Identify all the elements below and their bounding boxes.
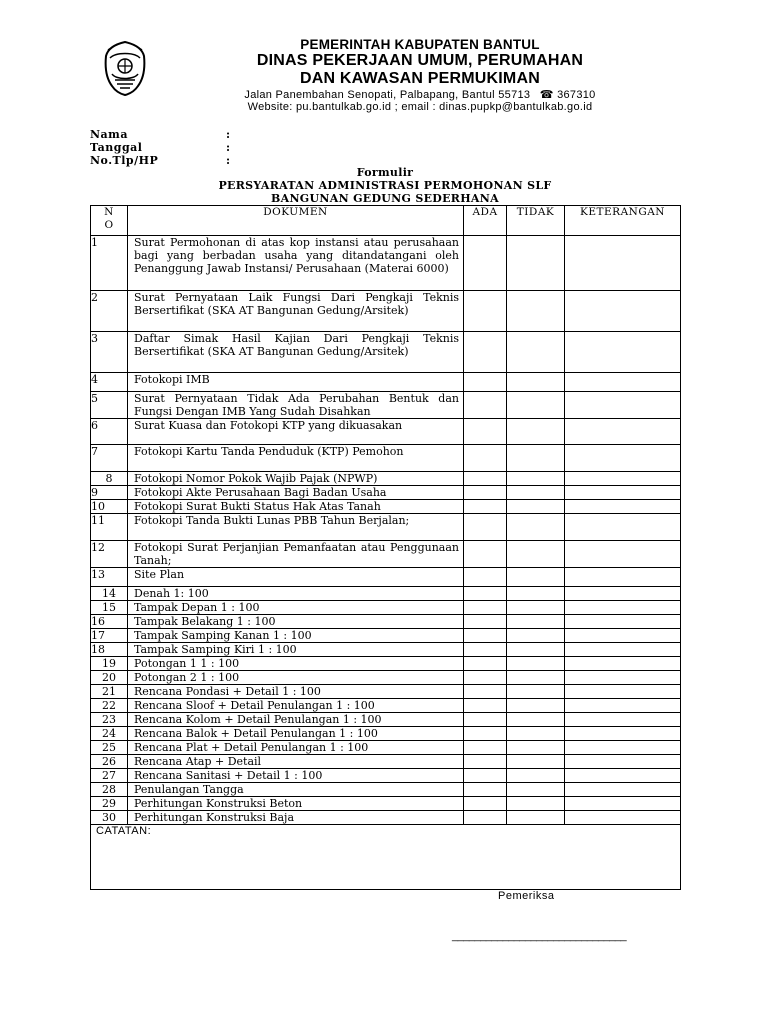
form-title-persyaratan: PERSYARATAN ADMINISTRASI PERMOHONAN SLF	[218, 179, 552, 192]
row-ada-checkbox-cell[interactable]	[464, 769, 507, 783]
row-ada-checkbox-cell[interactable]	[464, 419, 507, 445]
row-keterangan-cell[interactable]	[565, 291, 681, 332]
row-ada-checkbox-cell[interactable]	[464, 472, 507, 486]
row-tidak-checkbox-cell[interactable]	[507, 472, 565, 486]
field-label-no-tlp: No.Tlp/HP	[90, 154, 159, 167]
table-row	[91, 373, 681, 392]
form-title-bangunan: BANGUNAN GEDUNG SEDERHANA	[271, 192, 499, 205]
row-number-cell: 7	[91, 445, 128, 472]
row-tidak-checkbox-cell[interactable]	[507, 727, 565, 741]
header-address-line	[200, 88, 640, 101]
row-ada-checkbox-cell[interactable]	[464, 373, 507, 392]
table-row	[91, 472, 681, 486]
table-row	[91, 783, 681, 797]
row-ada-checkbox-cell[interactable]	[464, 783, 507, 797]
row-ada-checkbox-cell[interactable]	[464, 741, 507, 755]
row-tidak-checkbox-cell[interactable]	[507, 811, 565, 825]
column-header-tidak: TIDAK	[507, 206, 565, 236]
form-title-formulir: Formulir	[356, 166, 414, 179]
row-document-cell: Perhitungan Konstruksi Beton	[128, 797, 464, 811]
row-document-cell: Fotokopi Surat Perjanjian Pemanfaatan atau Penggunaan Tanah;	[128, 541, 464, 568]
row-document-cell: Surat Pernyataan Laik Fungsi Dari Pengkaji Teknis Bersertifikat (SKA AT Bangunan Gedung/Arsitek)	[128, 291, 464, 332]
row-ada-checkbox-cell[interactable]	[464, 500, 507, 514]
row-tidak-checkbox-cell[interactable]	[507, 392, 565, 419]
row-tidak-checkbox-cell[interactable]	[507, 783, 565, 797]
row-tidak-checkbox-cell[interactable]	[507, 755, 565, 769]
row-ada-checkbox-cell[interactable]	[464, 713, 507, 727]
row-ada-checkbox-cell[interactable]	[464, 671, 507, 685]
table-row	[91, 236, 681, 291]
table-row	[91, 811, 681, 825]
header-website-email: Website: pu.bantulkab.go.id ; email : dinas.pupkp@bantulkab.go.id	[247, 101, 593, 113]
table-row	[91, 514, 681, 541]
row-keterangan-cell[interactable]	[565, 472, 681, 486]
table-row	[91, 332, 681, 373]
row-number-cell: 16	[91, 615, 128, 629]
row-number-cell: 26	[91, 755, 128, 769]
column-header-keterangan: KETERANGAN	[565, 206, 681, 236]
row-number-cell: 22	[91, 699, 128, 713]
row-keterangan-cell[interactable]	[565, 486, 681, 500]
row-document-cell: Daftar Simak Hasil Kajian Dari Pengkaji Teknis Bersertifikat (SKA AT Bangunan Gedung/Arsitek)	[128, 332, 464, 373]
row-document-cell: Penulangan Tangga	[128, 783, 464, 797]
row-keterangan-cell[interactable]	[565, 769, 681, 783]
row-keterangan-cell[interactable]	[565, 797, 681, 811]
signature-line: _______________________________	[452, 930, 627, 942]
row-number-cell: 14	[91, 587, 128, 601]
row-ada-checkbox-cell[interactable]	[464, 291, 507, 332]
table-row	[91, 699, 681, 713]
row-document-cell: Surat Kuasa dan Fotokopi KTP yang dikuasakan	[128, 419, 464, 445]
row-document-cell: Perhitungan Konstruksi Baja	[128, 811, 464, 825]
table-row	[91, 643, 681, 657]
row-tidak-checkbox-cell[interactable]	[507, 713, 565, 727]
row-number-cell: 27	[91, 769, 128, 783]
row-tidak-checkbox-cell[interactable]	[507, 657, 565, 671]
row-keterangan-cell[interactable]	[565, 419, 681, 445]
row-tidak-checkbox-cell[interactable]	[507, 629, 565, 643]
row-keterangan-cell[interactable]	[565, 587, 681, 601]
row-ada-checkbox-cell[interactable]	[464, 643, 507, 657]
row-ada-checkbox-cell[interactable]	[464, 601, 507, 615]
row-ada-checkbox-cell[interactable]	[464, 657, 507, 671]
row-ada-checkbox-cell[interactable]	[464, 541, 507, 568]
row-number-cell: 25	[91, 741, 128, 755]
row-tidak-checkbox-cell[interactable]	[507, 671, 565, 685]
row-keterangan-cell[interactable]	[565, 445, 681, 472]
row-document-cell: Potongan 2 1 : 100	[128, 671, 464, 685]
row-keterangan-cell[interactable]	[565, 713, 681, 727]
table-row	[91, 486, 681, 500]
row-keterangan-cell[interactable]	[565, 755, 681, 769]
table-header-row	[91, 206, 681, 236]
row-number-cell: 24	[91, 727, 128, 741]
column-header-no: N O	[91, 206, 128, 236]
row-tidak-checkbox-cell[interactable]	[507, 445, 565, 472]
header-government-name: PEMERINTAH KABUPATEN BANTUL	[300, 37, 540, 52]
row-document-cell: Fotokopi Akte Perusahaan Bagi Badan Usaha	[128, 486, 464, 500]
row-ada-checkbox-cell[interactable]	[464, 568, 507, 587]
catatan-row	[91, 825, 681, 890]
row-keterangan-cell[interactable]	[565, 392, 681, 419]
field-label-nama: Nama	[90, 128, 128, 141]
table-row	[91, 727, 681, 741]
row-document-cell: Rencana Balok + Detail Penulangan 1 : 100	[128, 727, 464, 741]
row-keterangan-cell[interactable]	[565, 741, 681, 755]
row-number-cell: 5	[91, 392, 128, 419]
field-colon-nama: :	[226, 128, 231, 141]
field-colon-no-tlp: :	[226, 154, 231, 167]
table-row	[91, 419, 681, 445]
row-number-cell: 13	[91, 568, 128, 587]
row-keterangan-cell[interactable]	[565, 671, 681, 685]
column-header-dokumen: DOKUMEN	[128, 206, 464, 236]
row-keterangan-cell[interactable]	[565, 541, 681, 568]
row-tidak-checkbox-cell[interactable]	[507, 797, 565, 811]
row-keterangan-cell[interactable]	[565, 629, 681, 643]
row-document-cell: Tampak Samping Kiri 1 : 100	[128, 643, 464, 657]
row-tidak-checkbox-cell[interactable]	[507, 332, 565, 373]
row-number-cell: 28	[91, 783, 128, 797]
row-tidak-checkbox-cell[interactable]	[507, 741, 565, 755]
row-keterangan-cell[interactable]	[565, 332, 681, 373]
row-ada-checkbox-cell[interactable]	[464, 332, 507, 373]
row-number-cell: 6	[91, 419, 128, 445]
row-keterangan-cell[interactable]	[565, 568, 681, 587]
regency-emblem-logo	[104, 40, 146, 96]
row-tidak-checkbox-cell[interactable]	[507, 291, 565, 332]
table-row	[91, 601, 681, 615]
row-ada-checkbox-cell[interactable]	[464, 392, 507, 419]
row-ada-checkbox-cell[interactable]	[464, 486, 507, 500]
row-number-cell: 20	[91, 671, 128, 685]
table-row	[91, 741, 681, 755]
row-document-cell: Rencana Kolom + Detail Penulangan 1 : 100	[128, 713, 464, 727]
table-row	[91, 568, 681, 587]
row-tidak-checkbox-cell[interactable]	[507, 373, 565, 392]
row-tidak-checkbox-cell[interactable]	[507, 541, 565, 568]
row-number-cell: 12	[91, 541, 128, 568]
row-ada-checkbox-cell[interactable]	[464, 685, 507, 699]
row-keterangan-cell[interactable]	[565, 783, 681, 797]
row-keterangan-cell[interactable]	[565, 601, 681, 615]
row-document-cell: Fotokopi Surat Bukti Status Hak Atas Tanah	[128, 500, 464, 514]
row-number-cell: 29	[91, 797, 128, 811]
row-number-cell: 17	[91, 629, 128, 643]
row-number-cell: 11	[91, 514, 128, 541]
row-tidak-checkbox-cell[interactable]	[507, 769, 565, 783]
requirements-table	[90, 205, 681, 890]
row-document-cell: Rencana Atap + Detail	[128, 755, 464, 769]
row-ada-checkbox-cell[interactable]	[464, 445, 507, 472]
row-document-cell: Tampak Depan 1 : 100	[128, 601, 464, 615]
row-ada-checkbox-cell[interactable]	[464, 699, 507, 713]
row-number-cell: 4	[91, 373, 128, 392]
header-agency-name-line1: DINAS PEKERJAAN UMUM, PERUMAHAN	[256, 52, 584, 69]
row-tidak-checkbox-cell[interactable]	[507, 587, 565, 601]
row-number-cell: 3	[91, 332, 128, 373]
row-keterangan-cell[interactable]	[565, 615, 681, 629]
table-row	[91, 769, 681, 783]
row-keterangan-cell[interactable]	[565, 514, 681, 541]
row-tidak-checkbox-cell[interactable]	[507, 643, 565, 657]
row-keterangan-cell[interactable]	[565, 699, 681, 713]
signature-label-pemeriksa: Pemeriksa	[498, 890, 555, 902]
column-header-ada: ADA	[464, 206, 507, 236]
row-ada-checkbox-cell[interactable]	[464, 797, 507, 811]
header-phone: 367310	[557, 89, 596, 101]
row-keterangan-cell[interactable]	[565, 643, 681, 657]
row-document-cell: Potongan 1 1 : 100	[128, 657, 464, 671]
row-tidak-checkbox-cell[interactable]	[507, 568, 565, 587]
table-row	[91, 671, 681, 685]
row-document-cell: Tampak Samping Kanan 1 : 100	[128, 629, 464, 643]
table-row	[91, 629, 681, 643]
row-number-cell: 21	[91, 685, 128, 699]
row-document-cell: Surat Permohonan di atas kop instansi atau perusahaan bagi yang berbadan usaha yang ditandatangani oleh Penanggung Jawab Instansi/ Perusahaan (Materai 6000)	[128, 236, 464, 291]
table-row	[91, 713, 681, 727]
row-keterangan-cell[interactable]	[565, 685, 681, 699]
row-tidak-checkbox-cell[interactable]	[507, 699, 565, 713]
row-tidak-checkbox-cell[interactable]	[507, 486, 565, 500]
row-keterangan-cell[interactable]	[565, 500, 681, 514]
row-number-cell: 15	[91, 601, 128, 615]
row-number-cell: 23	[91, 713, 128, 727]
catatan-cell[interactable]: CATATAN:	[91, 825, 681, 890]
row-document-cell: Fotokopi Kartu Tanda Penduduk (KTP) Pemohon	[128, 445, 464, 472]
row-number-cell: 19	[91, 657, 128, 671]
table-row	[91, 755, 681, 769]
row-number-cell: 8	[91, 472, 128, 486]
row-document-cell: Rencana Sloof + Detail Penulangan 1 : 100	[128, 699, 464, 713]
row-tidak-checkbox-cell[interactable]	[507, 685, 565, 699]
telephone-icon: ☎	[539, 89, 554, 101]
table-row	[91, 541, 681, 568]
row-tidak-checkbox-cell[interactable]	[507, 419, 565, 445]
table-row	[91, 587, 681, 601]
row-ada-checkbox-cell[interactable]	[464, 514, 507, 541]
table-row	[91, 615, 681, 629]
row-document-cell: Surat Pernyataan Tidak Ada Perubahan Bentuk dan Fungsi Dengan IMB Yang Sudah Disahkan	[128, 392, 464, 419]
row-document-cell: Rencana Pondasi + Detail 1 : 100	[128, 685, 464, 699]
row-document-cell: Denah 1: 100	[128, 587, 464, 601]
row-tidak-checkbox-cell[interactable]	[507, 615, 565, 629]
table-row	[91, 291, 681, 332]
header-address: Jalan Panembahan Senopati, Palbapang, Bantul 55713	[244, 89, 531, 101]
row-number-cell: 2	[91, 291, 128, 332]
row-document-cell: Rencana Plat + Detail Penulangan 1 : 100	[128, 741, 464, 755]
row-keterangan-cell[interactable]	[565, 657, 681, 671]
row-ada-checkbox-cell[interactable]	[464, 587, 507, 601]
row-ada-checkbox-cell[interactable]	[464, 615, 507, 629]
row-keterangan-cell[interactable]	[565, 727, 681, 741]
field-colon-tanggal: :	[226, 141, 231, 154]
row-document-cell: Tampak Belakang 1 : 100	[128, 615, 464, 629]
field-label-tanggal: Tanggal	[90, 141, 143, 154]
row-keterangan-cell[interactable]	[565, 236, 681, 291]
row-tidak-checkbox-cell[interactable]	[507, 500, 565, 514]
row-keterangan-cell[interactable]	[565, 811, 681, 825]
table-row	[91, 657, 681, 671]
table-row	[91, 685, 681, 699]
row-number-cell: 1	[91, 236, 128, 291]
row-number-cell: 10	[91, 500, 128, 514]
row-tidak-checkbox-cell[interactable]	[507, 601, 565, 615]
row-ada-checkbox-cell[interactable]	[464, 629, 507, 643]
row-tidak-checkbox-cell[interactable]	[507, 514, 565, 541]
row-document-cell: Site Plan	[128, 568, 464, 587]
row-document-cell: Fotokopi Tanda Bukti Lunas PBB Tahun Berjalan;	[128, 514, 464, 541]
row-number-cell: 18	[91, 643, 128, 657]
table-row	[91, 797, 681, 811]
row-ada-checkbox-cell[interactable]	[464, 755, 507, 769]
header-agency-name-line2: DAN KAWASAN PERMUKIMAN	[300, 70, 540, 87]
table-row	[91, 445, 681, 472]
row-number-cell: 30	[91, 811, 128, 825]
row-ada-checkbox-cell[interactable]	[464, 727, 507, 741]
row-document-cell: Fotokopi IMB	[128, 373, 464, 392]
row-document-cell: Rencana Sanitasi + Detail 1 : 100	[128, 769, 464, 783]
row-number-cell: 9	[91, 486, 128, 500]
row-document-cell: Fotokopi Nomor Pokok Wajib Pajak (NPWP)	[128, 472, 464, 486]
table-row	[91, 500, 681, 514]
row-keterangan-cell[interactable]	[565, 373, 681, 392]
table-row	[91, 392, 681, 419]
row-tidak-checkbox-cell[interactable]	[507, 236, 565, 291]
row-ada-checkbox-cell[interactable]	[464, 236, 507, 291]
row-ada-checkbox-cell[interactable]	[464, 811, 507, 825]
